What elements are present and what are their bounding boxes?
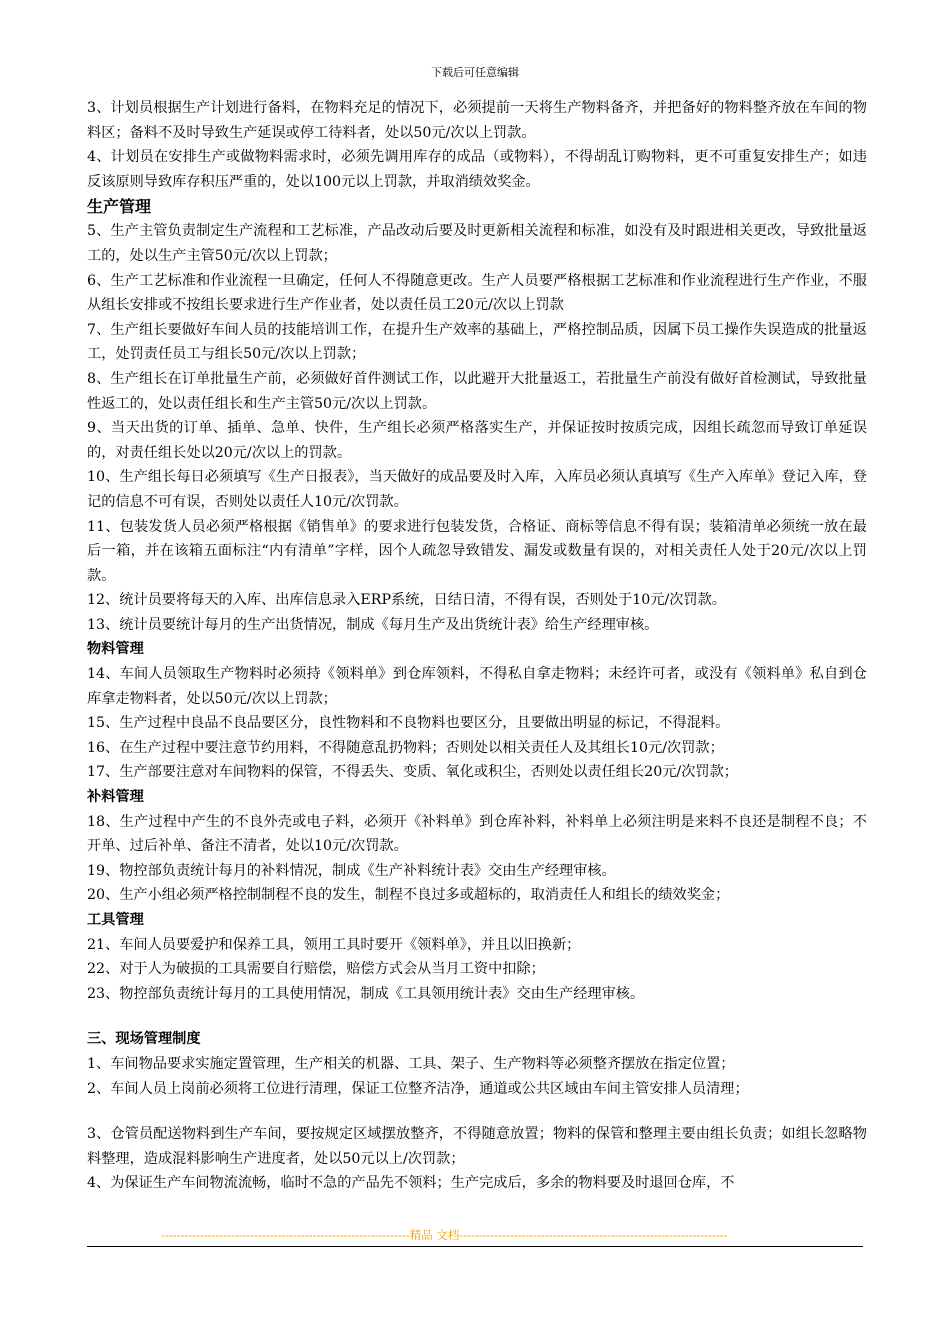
paragraph: 21、车间人员要爱护和保养工具，领用工具时要开《领料单》，并且以旧换新；	[87, 936, 581, 953]
section-spacer	[87, 1101, 867, 1122]
document-body	[87, 96, 867, 1196]
paragraph: 7、生产组长要做好车间人员的技能培训工作，在提升生产效率的基础上，严格控制品质，因属下员工操作失误造成的批量返工，处罚责任员工与组长50元/次以上罚款；	[87, 321, 867, 363]
paragraph: 3、仓管员配送物料到生产车间，要按规定区域摆放整齐，不得随意放置；物料的保管和整理主要由组长负责；如组长忽略物料整理，造成混料影响生产进度者，处以50元以上/次罚款；	[87, 1126, 867, 1167]
header-note: 下载后可任意编辑	[431, 66, 519, 79]
paragraph: 20、生产小组必须严格控制制程不良的发生，制程不良过多或超标的，取消责任人和组长的绩效奖金；	[87, 887, 730, 904]
paragraph: 11、包装发货人员必须严格根据《销售单》的要求进行包装发货，合格证、商标等信息不得有误；装箱清单必须统一放在最后一箱，并在该箱五面标注“内有清单”字样，因个人疏忽导致错发、漏发或数量有误的，对相关责任人处于20元/次以上罚款。	[87, 518, 867, 584]
paragraph: 14、车间人员领取生产物料时必须持《领料单》到仓库领料，不得私自拿走物料；未经许可者，或没有《领料单》私自到仓库拿走物料者，处以50元/次以上罚款；	[87, 666, 867, 707]
paragraph: 4、为保证生产车间物流流畅，临时不急的产品先不领料；生产完成后，多余的物料要及时退回仓库，不	[87, 1175, 735, 1192]
paragraph: 22、对于人为破损的工具需要自行赔偿，赔偿方式会从当月工资中扣除；	[87, 961, 545, 978]
paragraph: 23、物控部负责统计每月的工具使用情况，制成《工具领用统计表》交由生产经理审核。	[87, 985, 645, 1002]
paragraph: 10、生产组长每日必须填写《生产日报表》，当天做好的成品要及时入库，入库员必须认真填写《生产入库单》登记入库，登记的信息不可有误，否则处以责任人10元/次罚款。	[87, 469, 867, 510]
paragraph: 1、车间物品要求实施定置管理，生产相关的机器、工具、架子、生产物料等必须整齐摆放在指定位置；	[87, 1055, 735, 1072]
paragraph: 9、当天出货的订单、插单、急单、快件，生产组长必须严格落实生产，并保证按时按质完成，因组长疏忽而导致订单延误的，对责任组长处以20元/次以上的罚款。	[87, 420, 867, 461]
section-heading: 三、现场管理制度	[87, 1031, 201, 1048]
page-footer	[87, 1227, 863, 1243]
paragraph: 18、生产过程中产生的不良外壳或电子料，必须开《补料单》到仓库补料，补料单上必须注明是来料不良还是制程不良；不开单、过后补单、备注不清者，处以10元/次罚款。	[87, 813, 867, 855]
paragraph: 19、物控部负责统计每月的补料情况，制成《生产补料统计表》交由生产经理审核。	[87, 862, 616, 879]
paragraph: 2、车间人员上岗前必须将工位进行清理，保证工位整齐洁净，通道或公共区域由车间主管安排人员清理；	[87, 1080, 749, 1097]
paragraph: 3、计划员根据生产计划进行备料，在物料充足的情况下，必须提前一天将生产物料备齐，并把备好的物料整齐放在车间的物料区；备料不及时导致生产延误或停工待料者，处以50元/次以上罚款。	[87, 100, 867, 141]
paragraph: 4、计划员在安排生产或做物料需求时，必须先调用库存的成品（或物料），不得胡乱订购物料，更不可重复安排生产；如违反该原则导致库存积压严重的，处以100元以上罚款，并取消绩效奖金。	[87, 149, 867, 190]
section-heading: 生产管理	[87, 197, 152, 217]
section-heading: 工具管理	[87, 912, 144, 928]
paragraph: 5、生产主管负责制定生产流程和工艺标准，产品改动后要及时更新相关流程和标准，如没有及时跟进相关更改，导致批量返工的，处以生产主管50元/次以上罚款；	[87, 223, 867, 264]
section-spacer	[87, 1006, 867, 1027]
paragraph: 12、统计员要将每天的入库、出库信息录入ERP系统，日结日清，不得有误，否则处于10元/次罚款。	[87, 592, 726, 609]
paragraph: 6、生产工艺标准和作业流程一旦确定，任何人不得随意更改。生产人员要严格根据工艺标准和作业流程进行生产作业，不服从组长安排或不按组长要求进行生产作业者，处以责任员工20元/次以上罚款	[87, 272, 867, 314]
paragraph: 13、统计员要统计每月的生产出货情况，制成《每月生产及出货统计表》给生产经理审核。	[87, 616, 659, 633]
paragraph: 16、在生产过程中要注意节约用料，不得随意乱扔物料；否则处以相关责任人及其组长10元/次罚款；	[87, 739, 724, 756]
paragraph: 17、生产部要注意对车间物料的保管，不得丢失、变质、氧化或积尘，否则处以责任组长20元/次罚款；	[87, 764, 738, 781]
paragraph: 8、生产组长在订单批量生产前，必须做好首件测试工作，以此避开大批量返工，若批量生产前没有做好首检测试，导致批量性返工的，处以责任组长和生产主管50元/次以上罚款。	[87, 370, 867, 412]
paragraph: 15、生产过程中良品不良品要区分，良性物料和不良物料也要区分，且要做出明显的标记，不得混料。	[87, 715, 730, 732]
section-heading: 补料管理	[87, 789, 144, 806]
footer-rule	[87, 1246, 863, 1247]
section-heading: 物料管理	[87, 641, 144, 658]
footer-watermark-text: ----------------------------------------------------------------精品 文档---------------------------------------------------------------------	[161, 1228, 728, 1242]
